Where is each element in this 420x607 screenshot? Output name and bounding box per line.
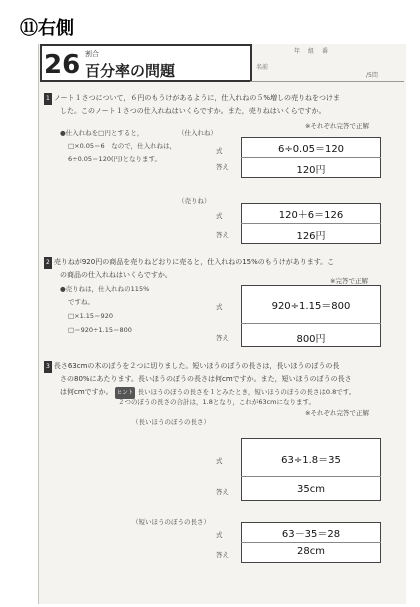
- page-header-label: ⑪右側: [20, 18, 74, 39]
- question-2-line-2: の商品の仕入れねはいくらですか。: [60, 271, 172, 279]
- question-2-hint-4: □＝920÷1.15＝800: [68, 326, 132, 334]
- worksheet-number: 26: [44, 50, 81, 80]
- question-2-note: ※完答で正解: [330, 277, 368, 285]
- question-2-hint-2: ですね。: [68, 298, 94, 306]
- question-3-sub2-divider: [241, 542, 381, 543]
- question-1-sub1-kotae: 120円: [296, 165, 326, 176]
- question-3-sub1-kotae: 35cm: [297, 484, 325, 495]
- question-3-sub1-kotae-label: 答え: [216, 488, 229, 496]
- question-1-mark: 1: [44, 93, 52, 105]
- question-1-sub2-kotae-label: 答え: [216, 231, 229, 239]
- hint-badge: ヒント: [115, 387, 136, 399]
- question-3-sub1-shiki-label: 式: [216, 457, 223, 465]
- question-1-line-2: した。このノート１さつの仕入れねはいくらですか。また，売りねはいくらですか。: [60, 107, 326, 115]
- question-3-sub2-kotae: 28cm: [297, 546, 325, 557]
- question-1-sub2-kotae: 126円: [296, 231, 326, 242]
- question-2-kotae: 800円: [296, 334, 326, 345]
- question-1-hint-1: ●仕入れねを□円とすると，: [60, 129, 144, 137]
- question-1-hint-3: 6÷0.05＝120(円)となります。: [68, 155, 162, 163]
- question-2-shiki-label: 式: [216, 303, 223, 311]
- question-1-sub2-shiki: 120＋6＝126: [278, 210, 344, 221]
- score-label: /5問: [366, 72, 378, 79]
- question-1-sub1-shiki-label: 式: [216, 147, 223, 155]
- question-1-note: ※それぞれ完答で正解: [305, 122, 369, 130]
- question-3-sub1-divider: [241, 476, 381, 477]
- question-2-mark: 2: [44, 257, 52, 269]
- question-1-hint-2: □×0.05＝6 なので，仕入れねは，: [68, 142, 177, 150]
- question-3-line-2: さの80%にあたります。長いほうのぼうの長さは何cmですか。また，短いほうのぼうの長さ: [60, 375, 352, 383]
- question-3-sub2-label: （短いほうのぼうの長さ）: [132, 518, 210, 526]
- question-2-hint-3: □×1.15＝920: [68, 312, 113, 320]
- worksheet-title: 百分率の問題: [85, 62, 176, 80]
- question-3-note: ※それぞれ完答で正解: [305, 409, 369, 417]
- question-3-sub1-label: （長いほうのぼうの長さ）: [132, 418, 210, 426]
- question-2-divider: [241, 323, 381, 324]
- question-3-mark: 3: [44, 361, 52, 373]
- question-3-line-3: は何cmですか。 ヒント 長いほうのぼうの長さを１とみたとき，短いほうのぼうの長さは0.8です。: [60, 386, 355, 399]
- name-label: 名前: [256, 64, 269, 71]
- question-2-hint-1: ●売りねは，仕入れねの115%: [60, 285, 150, 293]
- question-2-line-1: 2 売りねが920円の商品を売りねどおりに売ると，仕入れねの15%のもうけがあります。こ: [44, 256, 334, 269]
- question-1-sub2-divider: [241, 223, 381, 224]
- question-1-sub1-label: （仕入れね）: [178, 129, 217, 137]
- question-1-sub1-kotae-label: 答え: [216, 163, 229, 171]
- question-2-shiki: 920÷1.15＝800: [271, 301, 351, 312]
- class-number-label: 年 組 番: [294, 48, 330, 55]
- worksheet-unit: 割合: [85, 50, 99, 58]
- question-3-sub1-shiki: 63÷1.8＝35: [281, 455, 341, 466]
- question-1-line-1: 1 ノート１さつについて，６円のもうけがあるように，仕入れねの５%増しの売りねをつけま: [44, 92, 340, 105]
- question-1-sub1-shiki: 6÷0.05＝120: [277, 144, 345, 155]
- question-3-sub2-kotae-label: 答え: [216, 551, 229, 559]
- question-1-sub2-shiki-label: 式: [216, 212, 223, 220]
- question-3-line-1: 3 長さ63cmの木のぼうを２つに切りました。短いほうのぼうの長さは，長いほうのぼうの長: [44, 360, 339, 373]
- question-3-hint-2: ２つのぼうの長さの合計は，1.8となり，これが63cmになります。: [118, 398, 315, 406]
- question-1-sub1-divider: [241, 157, 381, 158]
- question-2-kotae-label: 答え: [216, 334, 229, 342]
- question-3-sub2-shiki: 63－35＝28: [281, 529, 341, 540]
- question-1-sub2-label: （売りね）: [178, 197, 211, 205]
- question-3-sub2-shiki-label: 式: [216, 531, 223, 539]
